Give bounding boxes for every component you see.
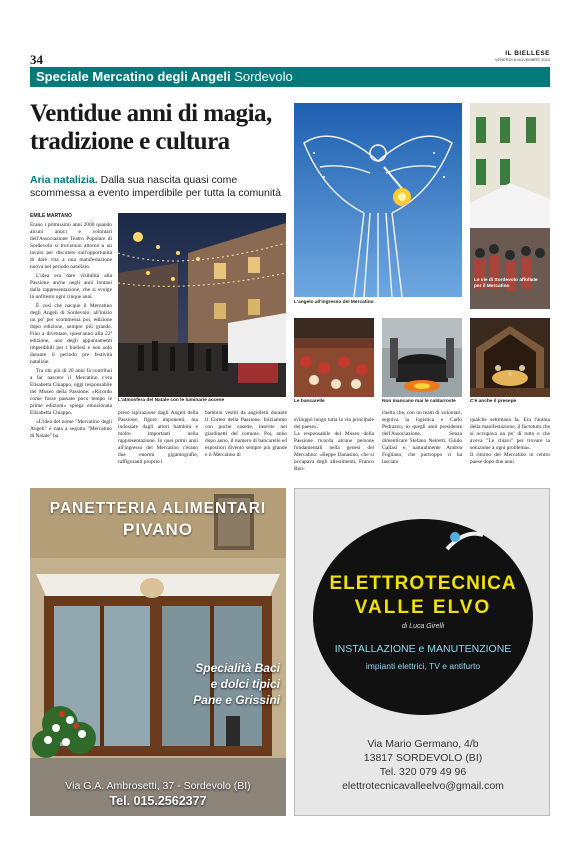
headline-line-2: tradizione e cultura	[30, 128, 230, 155]
section-location: Sordevolo	[234, 69, 293, 84]
article-column-4	[294, 410, 374, 482]
contact-phone: Tel. 320 079 49 96	[379, 766, 467, 778]
paragraph: qualche settimana fa. Era l'anima della manifestazione, il factotum che si occupava un po' di tutto e che aveva "Le chiavi" per trovare la soluzione a ogni problema». Il ritorno del Mercatino in centro paese dopo due anni	[470, 417, 550, 465]
article-subhead	[30, 174, 288, 200]
caption-stall: Le bancarelle	[294, 399, 325, 404]
paragraph: chetta che, con un team di volontari, seguiva la logistica e Carlo Pedrazzo, in quegli anni presidente dell'Associazione. Senza dimenticare Stefano Neiretti, Guido Gallasi e, naturalmente Andrea Fogliano, che purtroppo ci ha lasciato	[382, 410, 462, 465]
subhead-text: Dalla sua nascita quasi come scommessa a evento imperdibile per tutta la comunità	[30, 174, 281, 199]
article-author: EMILE MARTANO	[30, 213, 72, 219]
bakery-specialties	[160, 660, 280, 708]
article-column-5	[382, 410, 462, 482]
paragraph: Erano i primissimi anni 2000 quando alcuni amici e volontari dell'Associazione Teatro Popolare di Sordevolo si trovarono attorno a un tavolo per discutere sull'opportunità di dare vita a una manifestazione nuova nel periodo natalizio.	[30, 222, 112, 270]
brand-line-1: ELETTROTECNICA	[329, 573, 517, 594]
paragraph: È così che nacque il Mercatino degli Angeli di Sordevolo, all'inizio un po' per scommessa poi, edizione dopo edizione, sempre più grande. Fino a diventare, quest'anno alla 22ª edizione, uno degli appuntamenti imperdibili per i biellesi e non solo durante il periodo pre festività natalizie.	[30, 303, 112, 365]
subhead-kicker: Aria natalizia.	[30, 174, 98, 186]
contact-email[interactable]: elettrotecnicavalleelvo@gmail.com	[342, 780, 504, 792]
specialty-line: e dolci tipici	[210, 677, 280, 691]
photo-street-lights	[118, 213, 286, 397]
caption-angel: L'angelo all'ingresso del Mercatino	[294, 300, 374, 305]
article-column-6	[470, 410, 550, 482]
photo-cauldron	[382, 318, 462, 397]
photo-stall	[294, 318, 374, 397]
paragraph: «L'idea del nome "Mercatino degli Angeli" è nata a seguito "Mercatino di Natale" ha	[30, 419, 112, 439]
caption-cauldron: Non mancano mai le caldarroste	[382, 399, 456, 404]
electrician-contact	[295, 737, 550, 793]
ad-bakery	[30, 488, 286, 816]
photo-nativity	[470, 318, 550, 397]
article-column-1	[30, 213, 112, 481]
publication-name: IL BIELLESE	[505, 50, 550, 57]
page-number: 34	[30, 52, 43, 67]
brand-line-2: VALLE ELVO	[354, 597, 492, 618]
logo-swoosh-icon	[445, 525, 485, 555]
article-column-3	[205, 410, 287, 482]
caption-village: Le vie di Sordevolo affollate per il Mercatino	[474, 278, 538, 289]
bakery-name: PIVANO	[123, 520, 193, 539]
caption-nativity: C'è anche il presepe	[470, 399, 517, 404]
bakery-phone: Tel. 015.2562377	[109, 794, 207, 808]
paragraph: sviluppò lungo tutta la via principale del paese». La responsabile del Museo della Passione ricorda alcune persone fondamentali nella genesi del Mercatino: «Beppe Danasino, che si occupava degli allestimenti, Franco Ron-	[294, 417, 374, 472]
service-title: INSTALLAZIONE e MANUTENZIONE	[334, 643, 512, 655]
bakery-title: PANETTERIA ALIMENTARI	[49, 500, 267, 517]
specialty-line: Pane e Grissini	[193, 693, 280, 707]
service-detail: impianti elettrici, TV e antifurto	[365, 661, 481, 671]
contact-address: Via Mario Germano, 4/b	[367, 738, 479, 750]
ad-electrician	[294, 488, 550, 816]
paragraph: bambini vestiti da angioletti durante il Corteo della Passione. Iniziammo con poche casette, inserite nei giardinetti del comune. Poi, anno dopo anno, il numero di bancarelle ed espositori diventò sempre più grande e il Mercatino di	[205, 410, 287, 458]
paragraph: Tra chi più di 20 anni fa contribuì a far nascere il Mercatino c'era Elisabetta Chiappo, oggi responsabile del Museo della Passione: «Ricordo come fosse passato poco tempo le prime edizioni» spiega emozionata Elisabetta Chiappo.	[30, 368, 112, 416]
headline-line-1: Ventidue anni di magia,	[30, 100, 272, 127]
issue-date: VENERDÌ 8 NOVEMBRE 2024	[494, 57, 550, 62]
specialty-line: Specialità Baci	[195, 661, 280, 675]
section-banner	[30, 67, 550, 87]
bakery-address: Via G.A. Ambrosetti, 37 - Sordevolo (BI)	[65, 780, 251, 792]
photo-angel	[294, 103, 462, 297]
section-title: Speciale Mercatino degli Angeli	[36, 69, 231, 84]
article-headline	[30, 100, 288, 156]
paragraph: preso ispirazione dagli Angeli della Passione, figure imponenti, ma indossate dagli attori bambini e molto importanti nella rappresentazione. In quei primi anni all'ingresso del Mercatino c'erano due enormi gigantografie, raffiguranti proprio i	[118, 410, 198, 465]
paragraph: L'idea era dare visibilità alla Passione anche negli anni lontani dalla rappresentazione, che si svolge in unfitesto ogni cinque anni.	[30, 273, 112, 300]
contact-city: 13817 SORDEVOLO (BI)	[363, 752, 483, 764]
brand-owner: di Luca Girelli	[401, 623, 445, 630]
caption-street: L'atmosfera del Natale con le luminarie accese	[118, 398, 225, 403]
article-column-2	[118, 410, 198, 482]
publication-masthead	[495, 50, 550, 62]
